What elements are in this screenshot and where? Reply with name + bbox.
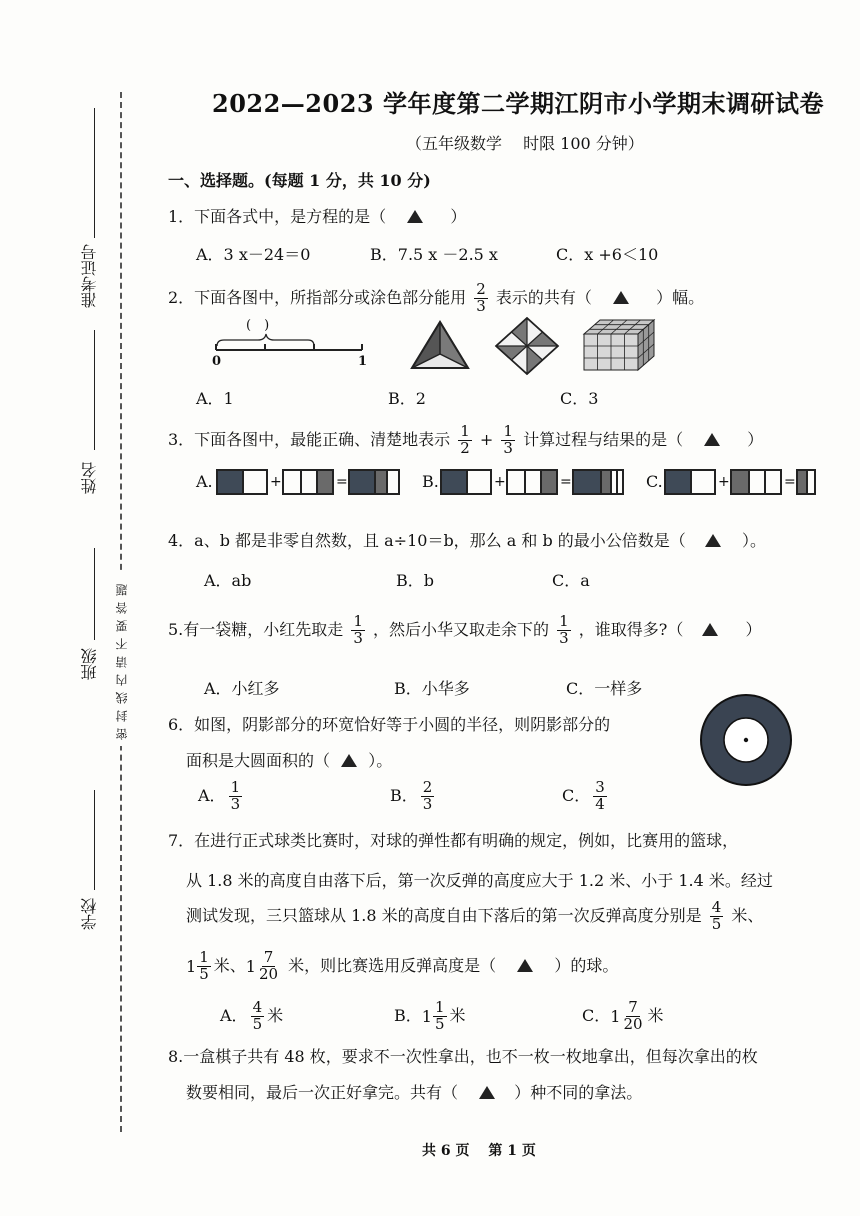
q3-a-plus: + (270, 474, 282, 490)
q2-triangle-figure (410, 320, 470, 372)
number-line-zero: 0 (212, 354, 222, 369)
q4-option-b: B．b (396, 571, 435, 590)
section-heading: 一、选择题。(每题 1 分，共 10 分) (168, 171, 431, 190)
q7-line-1: 7．在进行正式球类比赛时，对球的弹性都有明确的规定，例如，比赛用的篮球， (168, 831, 739, 850)
school-underline (94, 790, 95, 890)
class-underline (94, 548, 95, 640)
q7-line-3: 测试发现，三只篮球从 1.8 米的高度自由下落后的第一次反弹高度分别是 $\frac{4}{5}$ 米、 (186, 898, 764, 933)
number-line-one: 1 (358, 354, 368, 369)
q4-option-a: A．ab (204, 571, 252, 590)
q6-stem: 面积是大圆面积的（ (186, 751, 331, 770)
q3-b-plus: + (494, 474, 506, 490)
page-subtitle: （五年级数学 时限 100 分钟） (406, 134, 644, 153)
q2-option-a: A．1 (196, 389, 234, 408)
seal-notice: 密封线内请不要答题 (113, 572, 130, 746)
q5-stem-pre: 5.有一袋糖，小红先取走 (168, 619, 344, 639)
name-label: 姓名 (80, 462, 99, 494)
q3-b-bar-result (572, 469, 624, 495)
q1-option-c: C．x +6＜10 (556, 245, 659, 264)
q7-fraction-4-5: $\frac{4}{5}$ (711, 898, 722, 933)
answer-blank-triangle-icon (613, 291, 629, 304)
q2-diamond-figure (494, 316, 560, 376)
q7-mixed-1-7-20: 1 $\frac{7}{20}$ (245, 948, 279, 983)
q4-option-c: C．a (552, 571, 590, 590)
q3-b-bar-third (506, 469, 558, 495)
q1-option-b: B．7.5 x －2.5 x (370, 245, 498, 264)
name-underline (94, 330, 95, 450)
q3-c-bar-half (664, 469, 716, 495)
q2-close: ）幅。 (656, 287, 705, 307)
q8-line-2: 数要相同，最后一次正好拿完。共有（ ）种不同的拿法。 (186, 1083, 643, 1102)
q4-stem: 4．a、b 都是非零自然数，且 a÷10＝b，那么 a 和 b 的最小公倍数是（ (168, 531, 686, 550)
q5-close: ） (745, 619, 762, 639)
q1-close: ） (450, 207, 467, 226)
q3-b-equals: = (560, 474, 572, 490)
q7-option-b: B． 1 $\frac{1}{5}$ 米 (394, 998, 466, 1033)
q5-option-a: A．小红多 (204, 679, 280, 698)
q2-cube-figure (582, 318, 658, 374)
q2-stem-pre: 2．下面各图中，所指部分或涂色部分能用 (168, 287, 467, 307)
answer-blank-triangle-icon (704, 433, 720, 446)
q3-c-plus: + (718, 474, 730, 490)
question-2 (168, 282, 704, 315)
exam-number-label: 准考证号 (80, 244, 99, 308)
q6-line-1: 6．如图，阴影部分的环宽恰好等于小圆的半径，则阴影部分的 (168, 715, 611, 734)
q6-annulus-figure (698, 692, 794, 788)
answer-blank-triangle-icon (479, 1086, 495, 1099)
q3-option-c-label: C. (646, 472, 663, 491)
page-title: 2022—2023 学年度第二学期江阴市小学期末调研试卷 (212, 89, 824, 118)
answer-blank-triangle-icon (407, 210, 423, 223)
q3-option-a-label: A. (196, 472, 213, 491)
q6-option-b: B． $\frac{2}{3}$ (390, 778, 433, 813)
q7-mixed-1-1-5: 1 $\frac{1}{5}$ (186, 948, 209, 983)
q3-c-bar-result (796, 469, 816, 495)
q3-a-bar-third (282, 469, 334, 495)
q1-stem: 1．下面各式中，是方程的是（ (168, 207, 387, 226)
q2-option-c: C．3 (560, 389, 599, 408)
class-label: 班级 (80, 648, 99, 680)
q3-a-bar-half (216, 469, 268, 495)
q3-b-bar-half (440, 469, 492, 495)
question-1 (168, 204, 466, 227)
q3-a-equals: = (336, 474, 348, 490)
q7-line-4: 1 $\frac{1}{5}$ 米、 1 $\frac{7}{20}$ 米，则比赛选用反弹高度是（ ）的球。 (186, 948, 619, 983)
q3-c-bar-third (730, 469, 782, 495)
q3-close: ） (747, 429, 764, 449)
q5-stem-post: ，谁取得多?（ (578, 619, 684, 639)
q5-option-b: B．小华多 (394, 679, 470, 698)
q3-fraction-half: $\frac{1}{2}$ (460, 422, 470, 457)
q3-fraction-third: $\frac{1}{3}$ (503, 422, 513, 457)
q1-option-a: A．3 x－24＝0 (196, 245, 311, 264)
answer-blank-triangle-icon (705, 534, 721, 547)
q5-fraction-1: $\frac{1}{3}$ (353, 612, 363, 647)
q6-line-2 (186, 748, 392, 771)
question-4 (168, 528, 766, 551)
q7-option-c: C． 1 $\frac{7}{20}$ 米 (582, 998, 664, 1033)
q7-option-a: A． $\frac{4}{5}$ 米 (220, 998, 284, 1033)
q3-option-b-label: B. (422, 472, 439, 491)
q2-fraction: $\frac{2}{3}$ (476, 280, 486, 315)
q2-number-line-figure (208, 314, 378, 374)
exam-number-underline (94, 108, 95, 238)
q6-close: ）。 (368, 751, 393, 770)
q3-plus: + (479, 429, 494, 449)
q5-option-c: C．一样多 (566, 679, 643, 698)
q2-option-b: B．2 (388, 389, 426, 408)
answer-blank-triangle-icon (702, 623, 718, 636)
q3-stem-post: 计算过程与结果的是（ (523, 429, 684, 449)
q4-close: ）。 (742, 531, 767, 550)
q6-option-a: A． $\frac{1}{3}$ (198, 778, 241, 813)
q5-fraction-2: $\frac{1}{3}$ (559, 612, 569, 647)
q3-c-equals: = (784, 474, 796, 490)
answer-blank-triangle-icon (517, 959, 533, 972)
q3-a-bar-result (348, 469, 400, 495)
question-3 (168, 424, 763, 457)
q6-option-c: C． $\frac{3}{4}$ (562, 778, 605, 813)
q8-line-1: 8.一盒棋子共有 48 枚，要求不一次性拿出，也不一枚一枚地拿出，但每次拿出的枚 (168, 1047, 758, 1066)
number-line-drawing (208, 314, 378, 374)
q7-line-2: 从 1.8 米的高度自由落下后，第一次反弹的高度应大于 1.2 米、小于 1.4 米。经过 (186, 871, 773, 890)
page-footer: 共 6 页 第 1 页 (422, 1143, 536, 1159)
answer-blank-triangle-icon (341, 754, 357, 767)
q3-stem-pre: 3．下面各图中，最能正确、清楚地表示 (168, 429, 451, 449)
q2-stem-post: 表示的共有（ (495, 287, 592, 307)
school-label: 学校 (80, 898, 99, 930)
number-line-paren: ( ) (246, 318, 270, 333)
q5-stem-mid: ，然后小华又取走余下的 (373, 619, 550, 639)
question-5 (168, 614, 762, 647)
